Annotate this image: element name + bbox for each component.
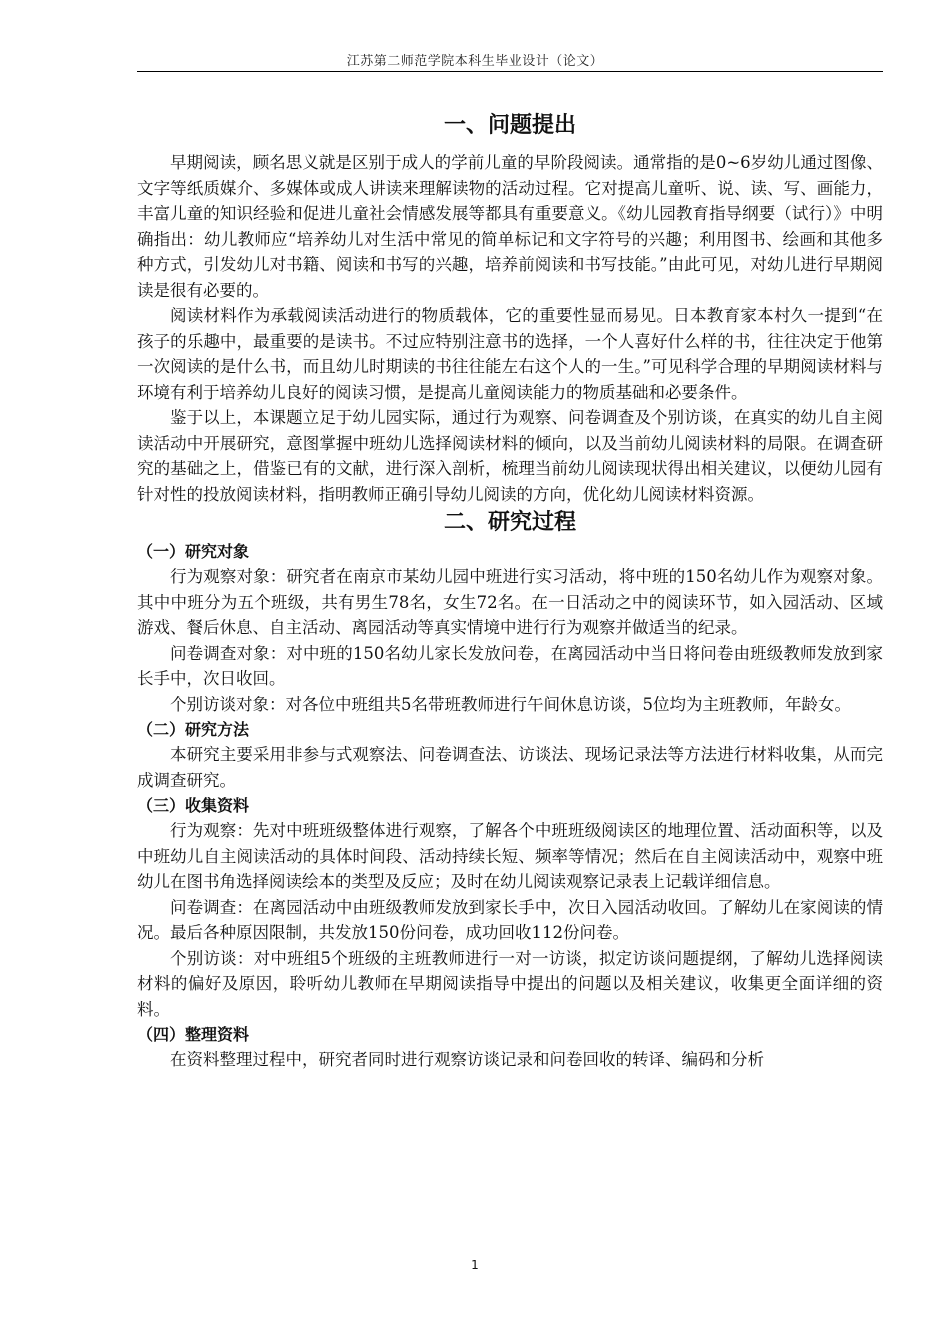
paragraph: 早期阅读，顾名思义就是区别于成人的学前儿童的早阶段阅读。通常指的是0~6岁幼儿通过图像、文字等纸质媒介、多媒体或成人讲读来理解读物的活动过程。它对提高儿童听、说、读、写、画能力，丰富儿童的知识经验和促进儿童社会情感发展等都具有重要意义。《幼儿园教育指导纲要（试行）》中明确指出：幼儿教师应“培养幼儿对生活中常见的简单标记和文字符号的兴趣；利用图书、绘画和其他多种方式，引发幼儿对书籍、阅读和书写的兴趣，培养前阅读和书写技能。”由此可见，对幼儿进行早期阅读是很有必要的。 bbox=[137, 153, 883, 300]
header-rule bbox=[137, 71, 883, 72]
section-heading-process: 二、研究过程 bbox=[443, 510, 576, 535]
paragraph: 个别访谈：对中班组5个班级的主班教师进行一对一访谈，拟定访谈问题提纲，了解幼儿选择阅读材料的偏好及原因，聆听幼儿教师在早期阅读指导中提出的问题以及相关建议，收集更全面详细的资料。 bbox=[137, 948, 883, 1019]
paragraph: 阅读材料作为承载阅读活动进行的物质载体，它的重要性显而易见。日本教育家本村久一提到“在孩子的乐趣中，最重要的是读书。不过应特别注意书的选择，一个人喜好什么样的书，往往决定于他第一次阅读的是什么书，而且幼儿时期读的书往往能左右这个人的一生。”可见科学合理的早期阅读材料与环境有利于培养幼儿良好的阅读习惯，是提高儿童阅读能力的物质基础和必要条件。 bbox=[137, 306, 883, 402]
paragraph: 鉴于以上，本课题立足于幼儿园实际，通过行为观察、问卷调查及个别访谈，在真实的幼儿自主阅读活动中开展研究，意图掌握中班幼儿选择阅读材料的倾向，以及当前幼儿阅读材料的局限。在调查研究的基础之上，借鉴已有的文献，进行深入剖析，梳理当前幼儿阅读现状得出相关建议，以便幼儿园有针对性的投放阅读材料，指明教师正确引导幼儿阅读的方向，优化幼儿阅读材料资源。 bbox=[137, 408, 883, 504]
page-number: 1 bbox=[471, 1258, 479, 1272]
paragraph: 问卷调查：在离园活动中由班级教师发放到家长手中，次日入园活动收回。了解幼儿在家阅读的情况。最后各种原因限制，共发放150份问卷，成功回收112份问卷。 bbox=[137, 897, 883, 942]
paragraph: 问卷调查对象：对中班的150名幼儿家长发放问卷，在离园活动中当日将问卷由班级教师发放到家长手中，次日收回。 bbox=[137, 643, 883, 688]
subsection-title-subjects: （一）研究对象 bbox=[137, 542, 250, 561]
subsection-title-methods: （二）研究方法 bbox=[137, 720, 250, 739]
paragraph: 个别访谈对象：对各位中班组共5名带班教师进行午间休息访谈，5位均为主班教师，年龄女。 bbox=[170, 694, 851, 714]
subsection-title-data-organization: （四）整理资料 bbox=[137, 1025, 250, 1044]
page-body bbox=[137, 110, 883, 1073]
section-heading-problem: 一、问题提出 bbox=[443, 113, 576, 138]
paragraph: 行为观察对象：研究者在南京市某幼儿园中班进行实习活动，将中班的150名幼儿作为观察对象。其中中班分为五个班级，共有男生78名，女生72名。在一日活动之中的阅读环节，如入园活动、区域游戏、餐后休息、自主活动、离园活动等真实情境中进行行为观察并做适当的纪录。 bbox=[137, 567, 883, 637]
running-header: 江苏第二师范学院本科生毕业设计（论文） bbox=[346, 54, 604, 69]
paragraph: 行为观察：先对中班班级整体进行观察，了解各个中班班级阅读区的地理位置、活动面积等，以及中班幼儿自主阅读活动的具体时间段、活动持续长短、频率等情况；然后在自主阅读活动中，观察中班幼儿在图书角选择阅读绘本的类型及反应；及时在幼儿阅读观察记录表上记载详细信息。 bbox=[137, 821, 883, 891]
paragraph: 本研究主要采用非参与式观察法、问卷调查法、访谈法、现场记录法等方法进行材料收集，从而完成调查研究。 bbox=[137, 745, 883, 790]
subsection-title-data-collection: （三）收集资料 bbox=[137, 796, 250, 815]
paragraph: 在资料整理过程中，研究者同时进行观察访谈记录和问卷回收的转译、编码和分析 bbox=[170, 1050, 764, 1069]
